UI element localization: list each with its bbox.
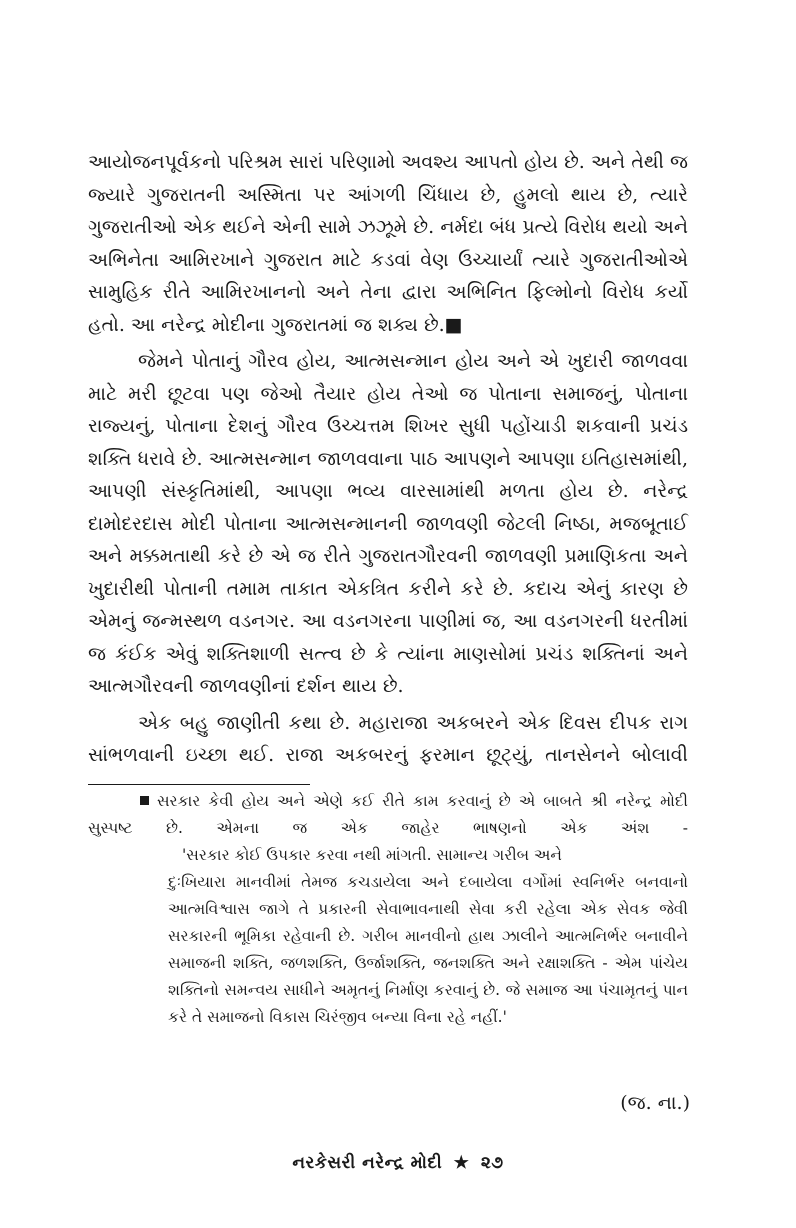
running-footer [0, 1151, 796, 1175]
footnote-lead [88, 788, 688, 842]
paragraph: એક બહુ જાણીતી કથા છે. મહારાજા અકબરને એક દિવસ દીપક રાગ સાંભળવાની ઇચ્છા થઈ. રાજા અકબરનું ફરમાન છૂટ્યું, તાનસેનને બોલાવી [88, 711, 688, 766]
main-text [88, 146, 688, 772]
footnote-divider [88, 784, 310, 785]
paragraph: જેમને પોતાનું ગૌરવ હોય, આત્મસન્માન હોય અને એ ખુદારી જાળવવા માટે મરી છૂટવા પણ જેઓ તૈયાર હોય તેઓ જ પોતાના સમાજનું, પોતાના રાજ્યનું, પોતાના દેશનું ગૌરવ ઉચ્ચત્તમ શિખર સુધી પહોંચાડી શકવાની પ્રચંડ શક્તિ ધરાવે છે. આત્મસન્માન જાળવવાના પાઠ આપણને આપણા ઇતિહાસમાંથી, આપણી સંસ્કૃતિમાંથી, આપણા ભવ્ય વારસામાંથી મળતા હોય છે. નરેન્દ્ર દામોદરદાસ મોદી પોતાના આત્મસન્માનની જાળવણી જેટલી નિષ્ઠા, મજબૂતાઈ અને મક્કમતાથી કરે છે એ જ રીતે ગુજરાતગૌરવની જાળવણી પ્રમાણિકતા અને ખુદારીથી પોતાની તમામ તાકાત એકત્રિત કરીને કરે છે. કદાચ એનું કારણ છે એમનું જન્મસ્થળ વડનગર. આ વડનગરના પાણીમાં જ, આ વડનગરની ધરતીમાં જ કંઈક એવું શક્તિશાળી સત્ત્વ છે કે ત્યાંના માણસોમાં પ્રચંડ શક્તિનાં અને આત્મગૌરવની જાળવણીનાં દર્શન થાય છે. [88, 350, 688, 697]
page-number: ૨૭ [480, 1153, 504, 1173]
footnote [88, 788, 688, 1031]
square-bullet-icon [140, 796, 149, 805]
footnote-lead-text: સરકાર કેવી હોય અને એણે કઈ રીતે કામ કરવાનું છે એ બાબતે શ્રી નરેન્દ્ર મોદી સુસ્પષ્ટ છે. એમના જ એક જાહેર ભાષણનો એક અંશ - [88, 792, 688, 837]
paragraph: આયોજનપૂર્વકનો પરિશ્રમ સારાં પરિણામો અવશ્ય આપતો હોય છે. અને તેથી જ જ્યારે ગુજરાતની અસ્મિતા પર આંગળી ચિંધાય છે, હુમલો થાય છે, ત્યારે ગુજરાતીઓ એક થઈને એની સામે ઝઝૂમે છે. નર્મદા બંધ પ્રત્યે વિરોધ થયો અને અભિનેતા આમિરખાને ગુજરાત માટે કડવાં વેણ ઉચ્ચાર્યાં ત્યારે ગુજરાતીઓએ સામુહિક રીતે આમિરખાનનો અને તેના દ્વારા અભિનિત ફિલ્મોનો વિરોધ કર્યો હતો. આ નરેન્દ્ર મોદીના ગુજરાતમાં જ શક્ય છે.■ [88, 151, 688, 336]
book-title: નરકેસરી નરેન્દ્ર મોદી [292, 1153, 443, 1173]
star-icon: ★ [453, 1153, 470, 1173]
footnote-quote-body: દુઃખિયારા માનવીમાં તેમજ કચડાયેલા અને દબાયેલા વર્ગોમાં સ્વનિર્ભર બનવાનો આત્મવિશ્વાસ જાગે તે પ્રકારની સેવાભાવનાથી સેવા કરી રહેલા એક સેવક જેવી સરકારની ભૂમિકા રહેવાની છે. ગરીબ માનવીનો હાથ ઝાલીને આત્મનિર્ભર બનાવીને સમાજની શક્તિ, જળશક્તિ, ઉર્જાશક્તિ, જનશક્તિ અને રક્ષાશક્તિ - એમ પાંચેય શક્તિનો સમન્વય સાધીને અમૃતનું નિર્માણ કરવાનું છે. જે સમાજ આ પંચામૃતનું પાન કરે તે સમાજનો વિકાસ ચિરંજીવ બન્યા વિના રહે નહીં.' [168, 873, 688, 1026]
footnote-quote [168, 842, 688, 1031]
footnote-quote-first-line: 'સરકાર કોઈ ઉપકાર કરવા નથી માંગતી. સામાન્ય ગરીબ અને [182, 846, 562, 864]
footnote-attribution: (જ. ના.) [620, 1092, 690, 1114]
